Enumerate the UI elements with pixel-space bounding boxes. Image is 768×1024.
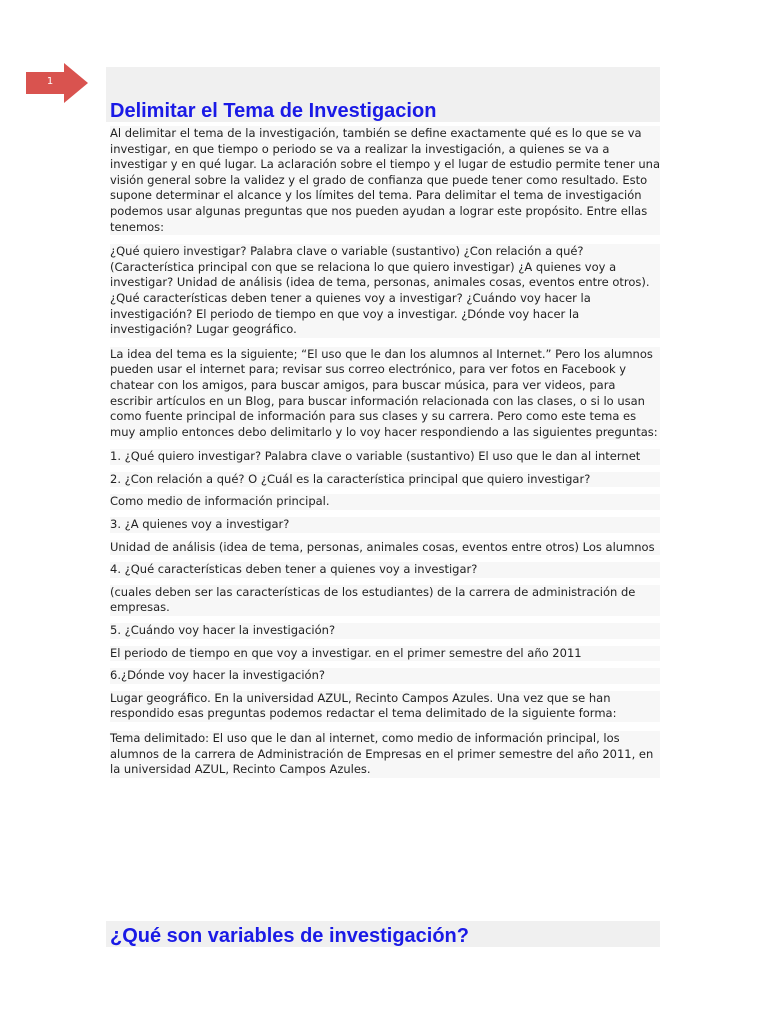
paragraph: Al delimitar el tema de la investigación, también se define exactamente qué es lo que se va investigar, en que tiempo o periodo se va a realizar la investigación, a quienes se va a investigar y en qué lugar. La aclaración sobre el tiempo y el lugar de estudio permite tener una visión general sobre la validez y el grado de confianza que puede tener como resultado. Esto supone determinar el alcance y los límites del tema. Para delimitar el tema de investigación podemos usar algunas preguntas que nos pueden ayudan a lograr este propósito. Entre ellas tenemos:	[110, 126, 661, 234]
page-number: 1	[46, 76, 54, 87]
section-heading: ¿Qué son variables de investigación?	[110, 925, 469, 947]
question-item: 6.¿Dónde voy hacer la investigación?	[110, 668, 660, 684]
paragraph: ¿Qué quiero investigar? Palabra clave o variable (sustantivo) ¿Con relación a qué? (Característica principal con que se relaciona lo que quiero investigar) ¿A quienes voy a investigar? Unidad de análisis (idea de tema, personas, animales cosas, eventos entre otros). ¿Qué características deben tener a quienes voy a investigar? ¿Cuándo voy hacer la investigación? El periodo de tiempo en que voy a investigar. ¿Dónde voy hacer la investigación? Lugar geográfico.	[110, 244, 660, 338]
paragraph: La idea del tema es la siguiente; “El uso que le dan los alumnos al Internet.” Pero los alumnos pueden usar el internet para; revisar sus correo electrónico, para ver fotos en Facebook y chatear con los amigos, para buscar amigos, para buscar música, para ver videos, para escribir artículos en un Blog, para buscar información relacionada con las clases, o si lo usan como fuente principal de información para sus clases y su carrera. Pero como este tema es muy amplio entonces debo delimitarlo y lo voy hacer respondiendo a las siguientes preguntas:	[110, 347, 660, 441]
page-number-marker	[26, 63, 88, 103]
question-item: 4. ¿Qué características deben tener a quienes voy a investigar?	[110, 562, 660, 578]
answer-item: Como medio de información principal.	[110, 494, 660, 510]
document-body	[110, 126, 660, 787]
answer-item: Lugar geográfico. En la universidad AZUL, Recinto Campos Azules. Una vez que se han respondido esas preguntas podemos redactar el tema delimitado de la siguiente forma:	[110, 691, 660, 722]
delimited-topic: Tema delimitado: El uso que le dan al internet, como medio de información principal, los alumnos de la carrera de Administración de Empresas en el primer semestre del año 2011, en la universidad AZUL, Recinto Campos Azules.	[110, 731, 660, 778]
question-item: 5. ¿Cuándo voy hacer la investigación?	[110, 623, 660, 639]
answer-item: (cuales deben ser las características de los estudiantes) de la carrera de administración de empresas.	[110, 585, 660, 616]
question-item: 2. ¿Con relación a qué? O ¿Cuál es la característica principal que quiero investigar?	[110, 472, 660, 488]
answer-item: El periodo de tiempo en que voy a investigar. en el primer semestre del año 2011	[110, 646, 660, 662]
question-item: 3. ¿A quienes voy a investigar?	[110, 517, 660, 533]
answer-item: Unidad de análisis (idea de tema, personas, animales cosas, eventos entre otros) Los alumnos	[110, 540, 660, 556]
question-item: 1. ¿Qué quiero investigar? Palabra clave o variable (sustantivo) El uso que le dan al internet	[110, 449, 660, 465]
section-heading: Delimitar el Tema de Investigacion	[110, 100, 437, 122]
